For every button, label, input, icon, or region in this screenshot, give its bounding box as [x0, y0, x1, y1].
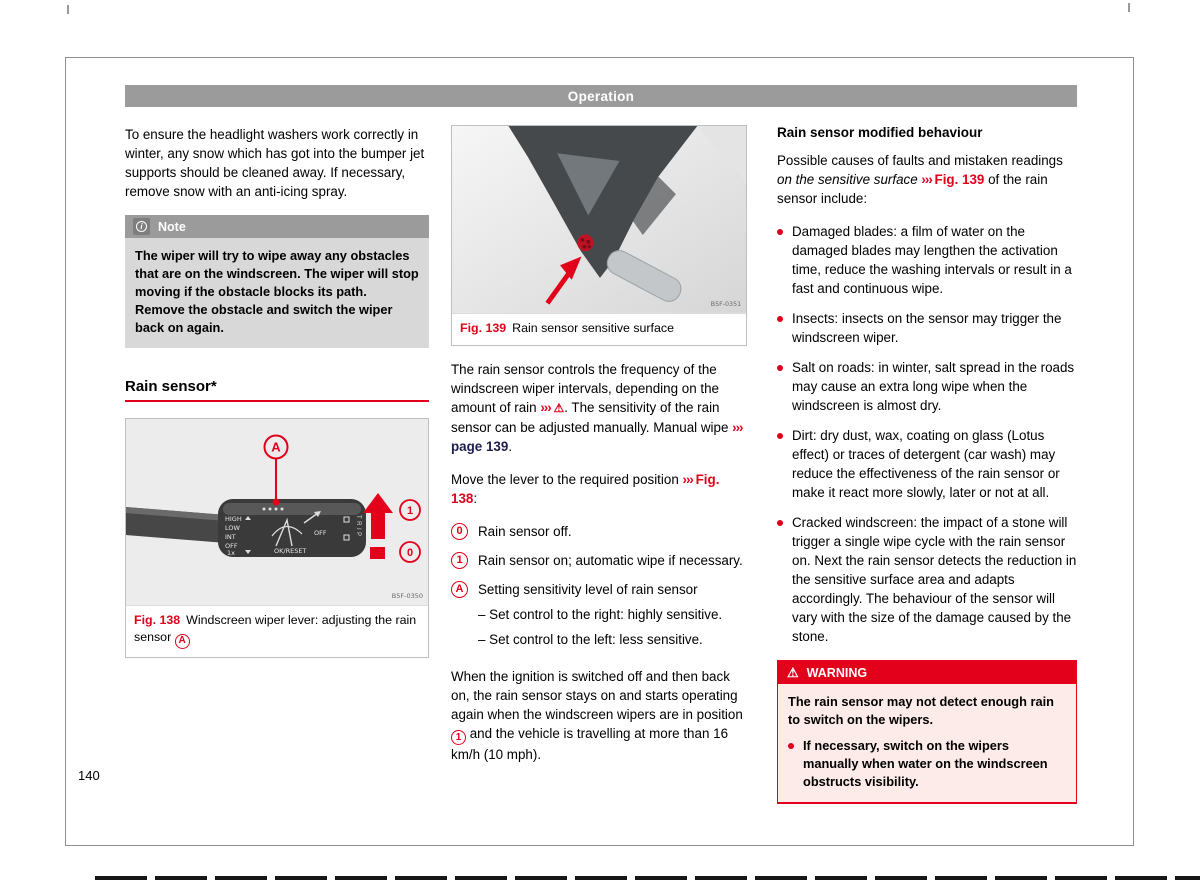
rain-sensor-paragraph: The rain sensor controls the frequency of the windscreen wiper intervals, depending on the amount of rain ››› ⚠. The sensitivity of the rain sensor can be adjusted manually. Manual wipe ››› page 139.	[451, 361, 743, 454]
caption-callout-a: A	[175, 634, 190, 649]
fig139-caption-text: Rain sensor sensitive surface	[512, 320, 674, 335]
page-frame-left	[65, 57, 66, 846]
label-int: INT	[225, 533, 236, 541]
warning-bullet-text: If necessary, switch on the wipers manually when water on the windscreen obstructs visibility.	[803, 738, 1048, 789]
page-frame-top	[65, 57, 1134, 58]
label-off: OFF	[225, 542, 238, 550]
page-frame-right	[1133, 57, 1134, 846]
rain-sensor-dot	[577, 235, 594, 252]
callout-a-label: A	[271, 439, 281, 455]
note-body: The wiper will try to wipe away any obstacles that are on the windscreen. The wiper will stop moving if the obstacle blocks its path. Remove the obstacle and switch the wiper back on again.	[125, 238, 429, 348]
warning-text: The rain sensor may not detect enough rain to switch on the wipers.	[788, 694, 1054, 727]
label-ok-reset: OK/RESET	[274, 547, 307, 555]
warning-title: WARNING	[806, 665, 868, 680]
bullet-dot-icon	[777, 433, 783, 439]
fig138-code: B5F-0350	[391, 592, 423, 600]
ignition-paragraph: When the ignition is switched off and then back on, the rain sensor stays on and starts operating again when the windscreen wipers are in position 1 and the vehicle is travelling at more than 16 km/h (10 mph).	[451, 668, 743, 763]
middle-column	[451, 125, 747, 804]
label-low: LOW	[225, 524, 240, 532]
inline-warning-icon: ⚠	[553, 400, 565, 415]
warning-body	[778, 684, 1076, 802]
bullet-text: Damaged blades: a film of water on the damaged blades may lengthen the activation time, reduce the washing intervals or result in a fast and continuous wipe.	[792, 224, 1072, 296]
list-sub-item: – Set control to the right: highly sensitive.	[478, 606, 723, 622]
bullet-item	[777, 222, 1077, 298]
bullet-item	[777, 309, 1077, 347]
list-marker-0: 0	[451, 523, 468, 540]
wiper-position-list	[451, 522, 747, 649]
warning-bullet	[788, 737, 1066, 791]
page-content	[78, 85, 1077, 804]
fig139-code: B5F-0351	[710, 301, 742, 309]
bullet-text: Cracked windscreen: the impact of a stone will trigger a single wipe cycle with the rain sensor on. Next the rain sensor detects the reduction in the sensitive surface area and adapts accordingly. The behaviour of the sensor will vary with the size of the damage caused by the stone.	[792, 515, 1077, 644]
page-frame-bottom	[65, 845, 1134, 846]
fig138-illustration	[126, 419, 428, 605]
fig-ref: Fig. 138	[451, 471, 720, 506]
callout-1-label: 1	[406, 505, 414, 517]
left-column	[78, 125, 429, 804]
cross-ref-arrows: ›››	[732, 419, 743, 435]
list-item-0	[451, 522, 747, 541]
note-title: Note	[158, 219, 186, 234]
list-sub-item: – Set control to the left: less sensitive.	[478, 631, 703, 647]
fig139-caption-label: Fig. 139	[460, 320, 507, 335]
bullet-dot-icon	[777, 229, 783, 235]
figure-138	[125, 418, 429, 658]
bullet-item	[777, 358, 1077, 415]
bullet-item	[777, 513, 1077, 646]
list-item-1	[451, 551, 747, 570]
bullet-text: Dirt: dry dust, wax, coating on glass (Lotus effect) or traces of detergent (car wash) may reduce the effectiveness of the rain sensor or make it react more slowly, later or not at all.	[792, 428, 1060, 500]
causes-paragraph: Possible causes of faults and mistaken readings on the sensitive surface ››› Fig. 139 of the rain sensor include:	[777, 153, 1063, 206]
page-ref: page 139	[451, 438, 509, 454]
chapter-header-bar	[125, 85, 1077, 107]
inline-callout-1: 1	[451, 730, 466, 745]
modified-behaviour-heading: Rain sensor modified behaviour	[777, 125, 983, 140]
label-mid-off: OFF	[314, 529, 327, 537]
warning-header	[778, 661, 1076, 684]
italic-phrase: on the sensitive surface	[777, 172, 922, 187]
bullet-dot-icon	[777, 520, 783, 526]
warning-triangle-icon: ⚠	[787, 665, 799, 680]
fig139-caption	[452, 313, 746, 345]
fig138-caption-label: Fig. 138	[134, 613, 181, 627]
bullet-dot-icon	[788, 743, 794, 749]
chapter-title: Operation	[567, 88, 635, 104]
note-box	[125, 215, 429, 348]
fig138-caption	[126, 605, 428, 657]
list-text: Rain sensor off.	[478, 523, 572, 539]
list-text: Setting sensitivity level of rain sensor	[478, 581, 698, 597]
label-high: HIGH	[225, 515, 242, 523]
bullet-dot-icon	[777, 316, 783, 322]
list-text: Rain sensor on; automatic wipe if necessary.	[478, 552, 743, 568]
crop-mark-top-left	[67, 5, 69, 14]
cross-ref-arrows: ›››	[921, 172, 935, 187]
fig138-caption-text: Windscreen wiper lever: adjusting the rain sensor	[134, 613, 417, 644]
bullet-item	[777, 426, 1077, 502]
cross-ref-arrows: ›››	[540, 399, 554, 415]
right-column	[777, 125, 1077, 804]
move-lever-paragraph: Move the lever to the required position ››› Fig. 138:	[451, 471, 720, 506]
cross-ref-arrows: ›››	[682, 471, 696, 487]
bullet-text: Insects: insects on the sensor may trigger the windscreen wiper.	[792, 311, 1062, 345]
intro-paragraph: To ensure the headlight washers work correctly in winter, any snow which has got into the bumper jet supports should be cleaned away. If necessary, remove snow with an anti-icing spray.	[125, 127, 425, 199]
scan-edge	[95, 876, 1200, 880]
fig139-illustration	[452, 126, 746, 313]
callout-0-label: 0	[406, 547, 414, 559]
section-title: Rain sensor*	[125, 378, 429, 402]
fig-ref: Fig. 139	[934, 172, 985, 187]
label-1x: 1x	[227, 549, 235, 557]
list-item-a	[451, 580, 747, 599]
figure-139	[451, 125, 747, 346]
note-header	[125, 215, 429, 238]
info-icon: i	[133, 218, 150, 235]
bullet-text: Salt on roads: in winter, salt spread in the roads may cause an extra long wipe when the windscreen is almost dry.	[792, 360, 1075, 413]
list-marker-a: A	[451, 581, 468, 598]
warning-box	[777, 660, 1077, 804]
red-square-icon	[370, 547, 385, 559]
label-trip: TRIP	[355, 515, 361, 539]
page-number: 140	[78, 768, 100, 783]
list-marker-1: 1	[451, 552, 468, 569]
bullet-dot-icon	[777, 365, 783, 371]
crop-mark-top-right	[1128, 3, 1130, 12]
